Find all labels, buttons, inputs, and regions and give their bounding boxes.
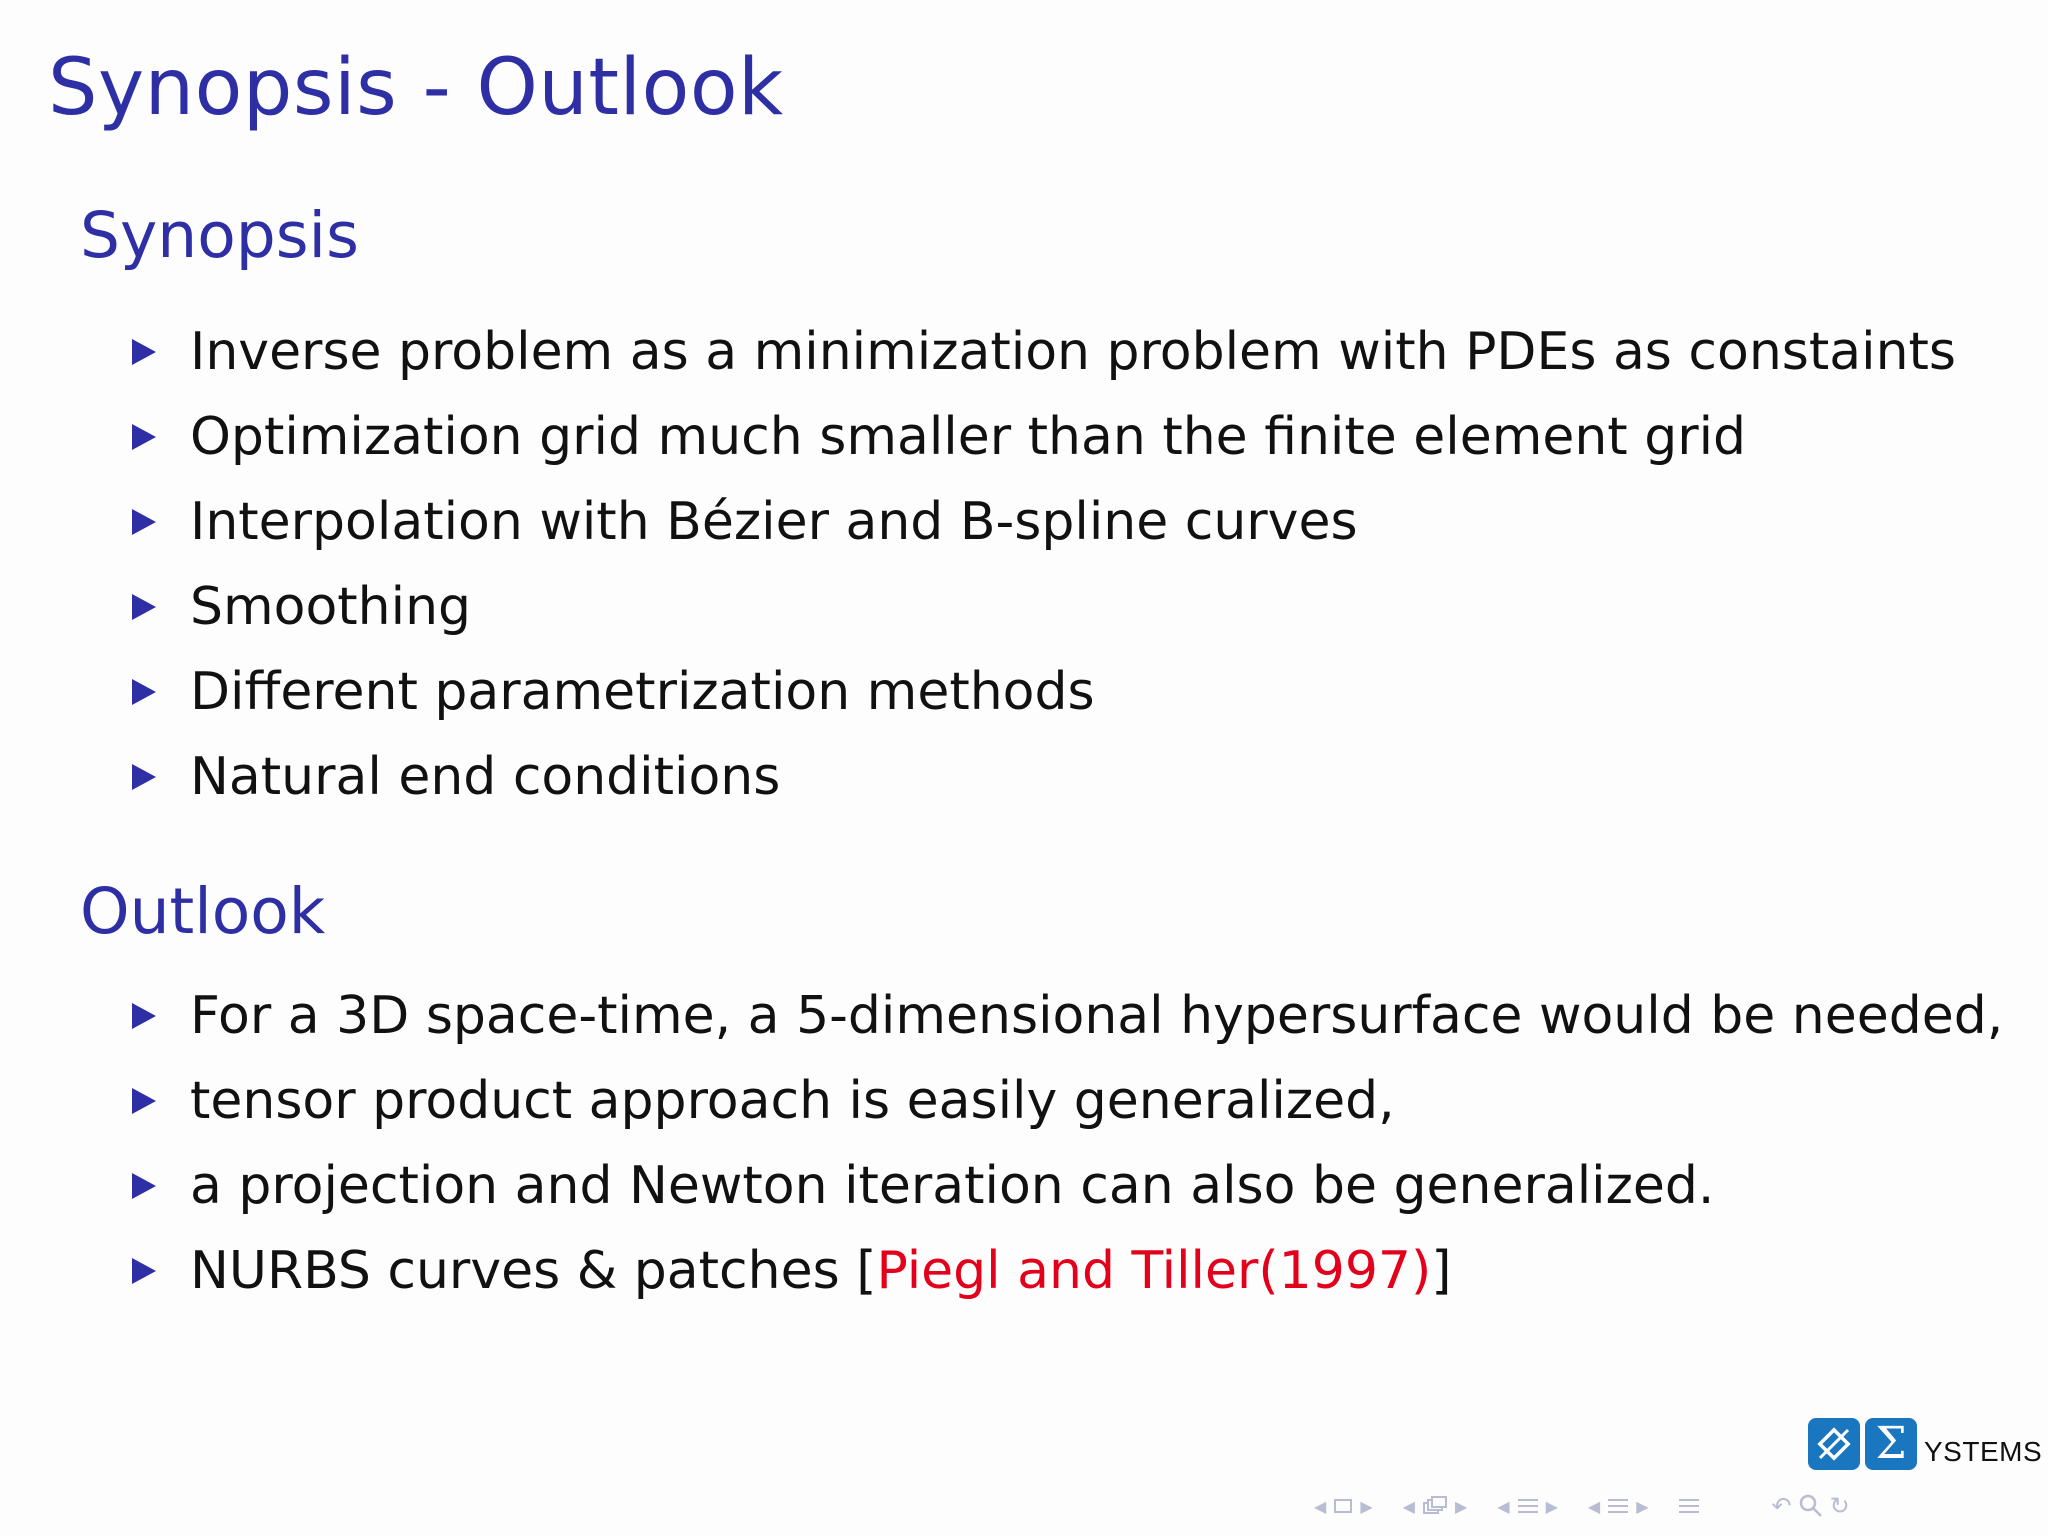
nav-frame-icon[interactable]: ◀ ▶	[1314, 1496, 1373, 1516]
nurbs-text: NURBS curves & patches	[190, 1240, 857, 1301]
list-item-text: Optimization grid much smaller than the finite element grid	[190, 406, 1747, 467]
bullet-triangle-icon	[132, 509, 156, 535]
list-item	[132, 1058, 2003, 1143]
list-item-text: Different parametrization methods	[190, 661, 1095, 722]
nav-document-icon[interactable]: ◀ ▶	[1587, 1496, 1649, 1516]
list-item	[132, 394, 1956, 479]
synopsis-heading: Synopsis	[80, 199, 359, 272]
diamond-icon	[1814, 1424, 1854, 1464]
nav-section-icon[interactable]: ◀ ▶	[1497, 1496, 1558, 1516]
list-item	[132, 649, 1956, 734]
bullet-triangle-icon	[132, 594, 156, 620]
list-item	[132, 973, 2003, 1058]
nav-tools	[1769, 1492, 1853, 1520]
company-logo	[1808, 1418, 2042, 1470]
citation-link[interactable]: Piegl and Tiller(1997)	[876, 1240, 1432, 1301]
nav-refresh-icon[interactable]: ↻	[1829, 1492, 1850, 1520]
outlook-heading: Outlook	[80, 875, 326, 948]
bullet-triangle-icon	[132, 1003, 156, 1029]
list-item-text: For a 3D space-time, a 5-dimensional hypersurface would be needed,	[190, 985, 2004, 1046]
bullet-triangle-icon	[132, 1173, 156, 1199]
list-item-text: Natural end conditions	[190, 746, 781, 807]
bullet-triangle-icon	[132, 1258, 156, 1284]
list-item-text: a projection and Newton iteration can also be generalized.	[190, 1155, 1715, 1216]
nav-search-icon[interactable]	[1798, 1493, 1824, 1519]
bullet-triangle-icon	[132, 339, 156, 365]
list-item-text	[190, 1240, 1452, 1301]
list-item	[132, 1143, 2003, 1228]
beamer-navigation-bar	[1310, 1490, 1853, 1522]
bullet-triangle-icon	[132, 424, 156, 450]
list-item	[132, 1228, 2003, 1313]
logo-diamond-tile	[1808, 1418, 1860, 1470]
sigma-icon: Σ	[1875, 1418, 1907, 1469]
list-item	[132, 309, 1956, 394]
bullet-triangle-icon	[132, 1088, 156, 1114]
list-item-text: tensor product approach is easily generalized,	[190, 1070, 1395, 1131]
logo-text: YSTEMS	[1924, 1436, 2043, 1467]
list-item-text: Inverse problem as a minimization problem with PDEs as constaints	[190, 321, 1957, 382]
list-item-text: Smoothing	[190, 576, 472, 637]
open-bracket: [	[856, 1240, 877, 1301]
logo-sigma-tile	[1865, 1418, 1917, 1470]
list-item	[132, 564, 1956, 649]
list-item	[132, 479, 1956, 564]
slide-title: Synopsis - Outlook	[48, 43, 784, 133]
list-item-text: Interpolation with Bézier and B-spline curves	[190, 491, 1358, 552]
synopsis-list	[132, 309, 1956, 819]
list-item	[132, 734, 1956, 819]
close-bracket: ]	[1431, 1240, 1452, 1301]
nav-back-icon[interactable]: ↶	[1771, 1492, 1792, 1520]
nav-toc-icon[interactable]	[1675, 1497, 1703, 1515]
bullet-triangle-icon	[132, 764, 156, 790]
nav-subsection-icon[interactable]: ◀ ▶	[1402, 1496, 1468, 1516]
outlook-list	[132, 973, 2003, 1313]
bullet-triangle-icon	[132, 679, 156, 705]
